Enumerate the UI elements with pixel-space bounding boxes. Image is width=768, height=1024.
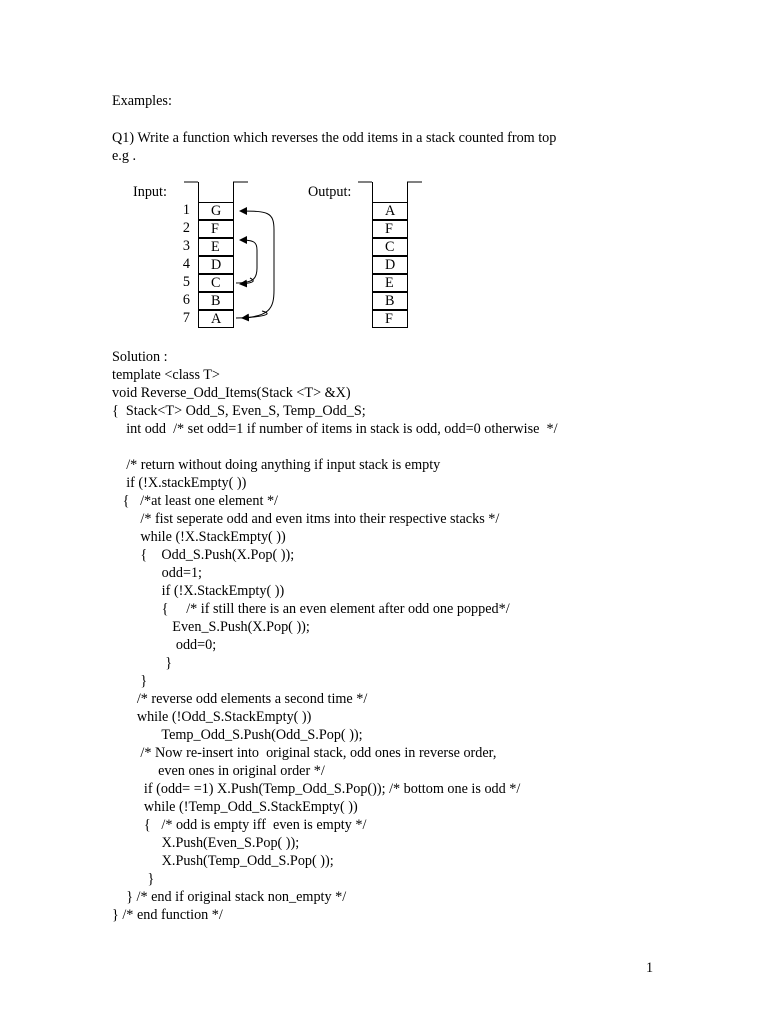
code-line: X.Push(Temp_Odd_S.Pop( )); (112, 853, 334, 869)
input-stack-cell: D (198, 256, 234, 274)
output-stack-cell: E (372, 274, 408, 292)
output-stack-cell: F (372, 220, 408, 238)
row-number: 3 (182, 238, 190, 254)
row-number: 2 (182, 220, 190, 236)
code-line: /* fist seperate odd and even itms into their respective stacks */ (112, 511, 500, 527)
row-number: 7 (182, 310, 190, 326)
code-line: Even_S.Push(X.Pop( )); (112, 619, 310, 635)
code-line: Temp_Odd_S.Push(Odd_S.Pop( )); (112, 727, 363, 743)
input-label: Input: (133, 184, 167, 200)
input-stack-cell: E (198, 238, 234, 256)
code-line: } /* end if original stack non_empty */ (112, 889, 347, 905)
output-stack-cell: D (372, 256, 408, 274)
stack-diagram-lines (0, 0, 768, 360)
code-line: if (!X.stackEmpty( )) (112, 475, 247, 491)
output-stack-cell: A (372, 202, 408, 220)
output-stack-cell: B (372, 292, 408, 310)
code-line: X.Push(Even_S.Pop( )); (112, 835, 300, 851)
code-line: even ones in original order */ (112, 763, 325, 779)
code-line: } /* end function */ (112, 907, 223, 923)
input-stack-cell: G (198, 202, 234, 220)
swap-arrow-inner (236, 240, 257, 284)
code-line: if (!X.StackEmpty( )) (112, 583, 285, 599)
code-line: odd=0; (112, 637, 217, 653)
code-line: } (112, 655, 173, 671)
input-stack-walls (184, 182, 248, 202)
code-line: if (odd= =1) X.Push(Temp_Odd_S.Pop()); /* bottom one is odd */ (112, 781, 521, 797)
input-stack-cell: C (198, 274, 234, 292)
input-stack-cell: A (198, 310, 234, 328)
code-line: while (!X.StackEmpty( )) (112, 529, 286, 545)
code-line: { /*at least one element */ (112, 493, 278, 509)
stack-diagram (0, 0, 768, 360)
output-label: Output: (308, 184, 352, 200)
code-line: template <class T> (112, 367, 220, 383)
row-number: 1 (182, 202, 190, 218)
swap-arrow-outer (236, 211, 274, 318)
code-line: /* reverse odd elements a second time */ (112, 691, 368, 707)
code-line: { /* if still there is an even element after odd one popped*/ (112, 601, 510, 617)
input-stack-cell: F (198, 220, 234, 238)
code-line: Solution : (112, 349, 168, 365)
code-line: /* return without doing anything if input stack is empty (112, 457, 441, 473)
output-stack-cell: F (372, 310, 408, 328)
code-line: { Odd_S.Push(X.Pop( )); (112, 547, 295, 563)
code-line: { /* odd is empty iff even is empty */ (112, 817, 367, 833)
question-eg: e.g . (112, 148, 137, 164)
row-number: 4 (182, 256, 190, 272)
code-line: } (112, 871, 155, 887)
code-line: void Reverse_Odd_Items(Stack <T> &X) (112, 385, 351, 401)
code-line: int odd /* set odd=1 if number of items in stack is odd, odd=0 otherwise */ (112, 421, 558, 437)
page-number: 1 (646, 960, 654, 976)
code-line: { Stack<T> Odd_S, Even_S, Temp_Odd_S; (112, 403, 366, 419)
output-stack-walls (358, 182, 422, 202)
output-stack-cell: C (372, 238, 408, 256)
question-text: Q1) Write a function which reverses the odd items in a stack counted from top (112, 130, 557, 146)
code-line: odd=1; (112, 565, 202, 581)
code-line: while (!Odd_S.StackEmpty( )) (112, 709, 312, 725)
input-stack-cell: B (198, 292, 234, 310)
code-line: while (!Temp_Odd_S.StackEmpty( )) (112, 799, 358, 815)
heading-examples: Examples: (112, 93, 172, 109)
row-number: 6 (182, 292, 190, 308)
code-line: /* Now re-insert into original stack, odd ones in reverse order, (112, 745, 497, 761)
code-line: } (112, 673, 148, 689)
row-number: 5 (182, 274, 190, 290)
